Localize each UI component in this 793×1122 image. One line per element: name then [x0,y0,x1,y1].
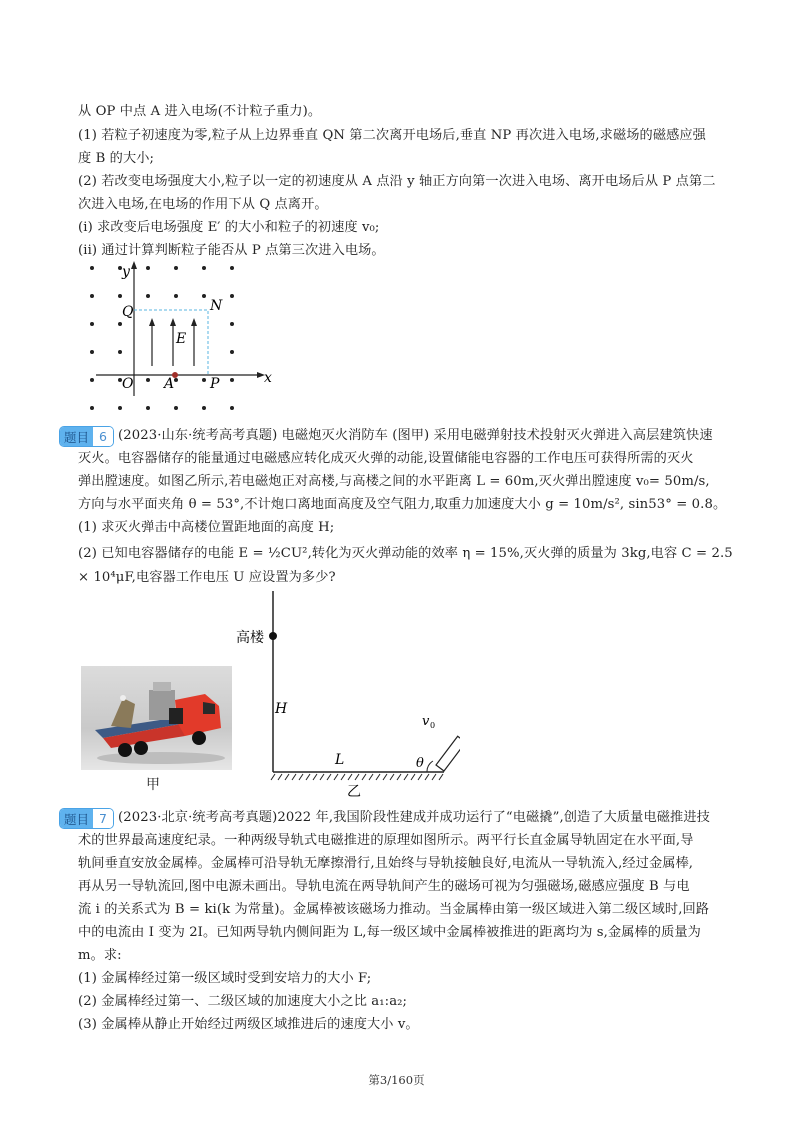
svg-text:N: N [210,298,223,314]
problem-badge [59,808,114,829]
svg-text:θ: θ [416,756,424,771]
text-line: (1) 金属棒经过第一级区域时受到安培力的大小 F; [78,971,372,986]
text-line: 流 i 的关系式为 B = ki(k 为常量)。金属棒被该磁场力推动。当金属棒由第一级区域进入第二级区域时,回路 [78,902,710,917]
text-line: 次进入电场,在电场的作用下从 Q 点离开。 [78,197,328,212]
badge-number: 6 [93,427,113,446]
svg-text:x: x [264,370,272,386]
svg-text:0: 0 [430,721,436,730]
svg-text:L: L [335,752,345,768]
text-line: 中的电流由 I 变为 2I。已知两导轨内侧间距为 L,每一级区域中金属棒被推进的距离均为 s,金属棒的质量为 [78,925,701,940]
text-line: × 10⁴μF,电容器工作电压 U 应设置为多少? [78,570,336,585]
field-diagram [82,258,282,420]
fire-truck-photo [81,666,232,770]
badge-label: 题目 [60,427,93,446]
svg-text:A: A [164,376,175,392]
svg-text:O: O [122,376,134,392]
text-line: (1) 求灭火弹击中高楼位置距地面的高度 H; [78,520,335,535]
svg-text:v: v [422,714,430,729]
svg-text:P: P [210,376,220,392]
problem-badge [59,426,114,447]
svg-text:乙: 乙 [347,784,361,800]
text-line: 轨间垂直安放金属棒。金属棒可沿导轨无摩擦滑行,且始终与导轨接触良好,电流从一导轨流入,经过金属棒, [78,856,694,871]
page-number: 第3/160页 [368,1073,425,1087]
text-line: (2) 金属棒经过第一、二级区域的加速度大小之比 a₁:a₂; [78,994,408,1009]
text-line: 再从另一导轨流回,图中电源未画出。导轨电流在两导轨间产生的磁场可视为匀强磁场,磁感应强度 B 与电 [78,879,690,894]
badge-number: 7 [93,809,113,828]
text-line: (2023·山东·统考高考真题) 电磁炮灭火消防车 (图甲) 采用电磁弹射技术投射灭火弹进入高层建筑快速 [118,428,713,443]
text-line: 度 B 的大小; [78,151,155,166]
text-line: 弹出膛速度。如图乙所示,若电磁炮正对高楼,与高楼之间的水平距离 L = 60m,灭火弹出膛速度 v₀= 50m/s, [78,474,710,489]
text-line: (2023·北京·统考高考真题)2022 年,我国阶段性建成并成功运行了“电磁撬”,创造了大质量电磁推进技 [118,810,710,825]
svg-text:E: E [176,331,187,347]
text-line: 术的世界最高速度纪录。一种两级导轨式电磁推进的原理如图所示。两平行长直金属导轨固定在水平面,导 [78,833,694,848]
text-line: (3) 金属棒从静止开始经过两级区域推进后的速度大小 v。 [78,1017,419,1032]
svg-text:高楼: 高楼 [236,630,264,646]
svg-text:Q: Q [122,304,134,320]
text-line: (1) 若粒子初速度为零,粒子从上边界垂直 QN 第二次离开电场后,垂直 NP 再次进入电场,求磁场的磁感应强 [78,128,706,143]
svg-text:H: H [275,701,288,717]
text-line: 从 OP 中点 A 进入电场(不计粒子重力)。 [78,104,322,119]
text-line: (ii) 通过计算判断粒子能否从 P 点第三次进入电场。 [78,243,385,258]
text-line: (i) 求改变后电场强度 E′ 的大小和粒子的初速度 v₀; [78,220,380,235]
text-line: 方向与水平面夹角 θ = 53°,不计炮口离地面高度及空气阻力,取重力加速度大小 g = 10m/s², sin53° = 0.8。 [78,497,727,512]
svg-text:y: y [122,264,130,280]
text-line: m。求: [78,948,122,963]
projectile-diagram [230,585,460,800]
text-line: (2) 已知电容器储存的电能 E = ½CU²,转化为灭火弹动能的效率 η = 15%,灭火弹的质量为 3kg,电容 C = 2.5 [78,546,733,561]
text-line: 灭火。电容器储存的能量通过电磁感应转化成灭火弹的动能,设置储能电容器的工作电压可获得所需的灭火 [78,451,694,466]
text-line: (2) 若改变电场强度大小,粒子以一定的初速度从 A 点沿 y 轴正方向第一次进入电场、离开电场后从 P 点第二 [78,174,716,189]
badge-label: 题目 [60,809,93,828]
figure-caption-jia: 甲 [146,777,161,793]
